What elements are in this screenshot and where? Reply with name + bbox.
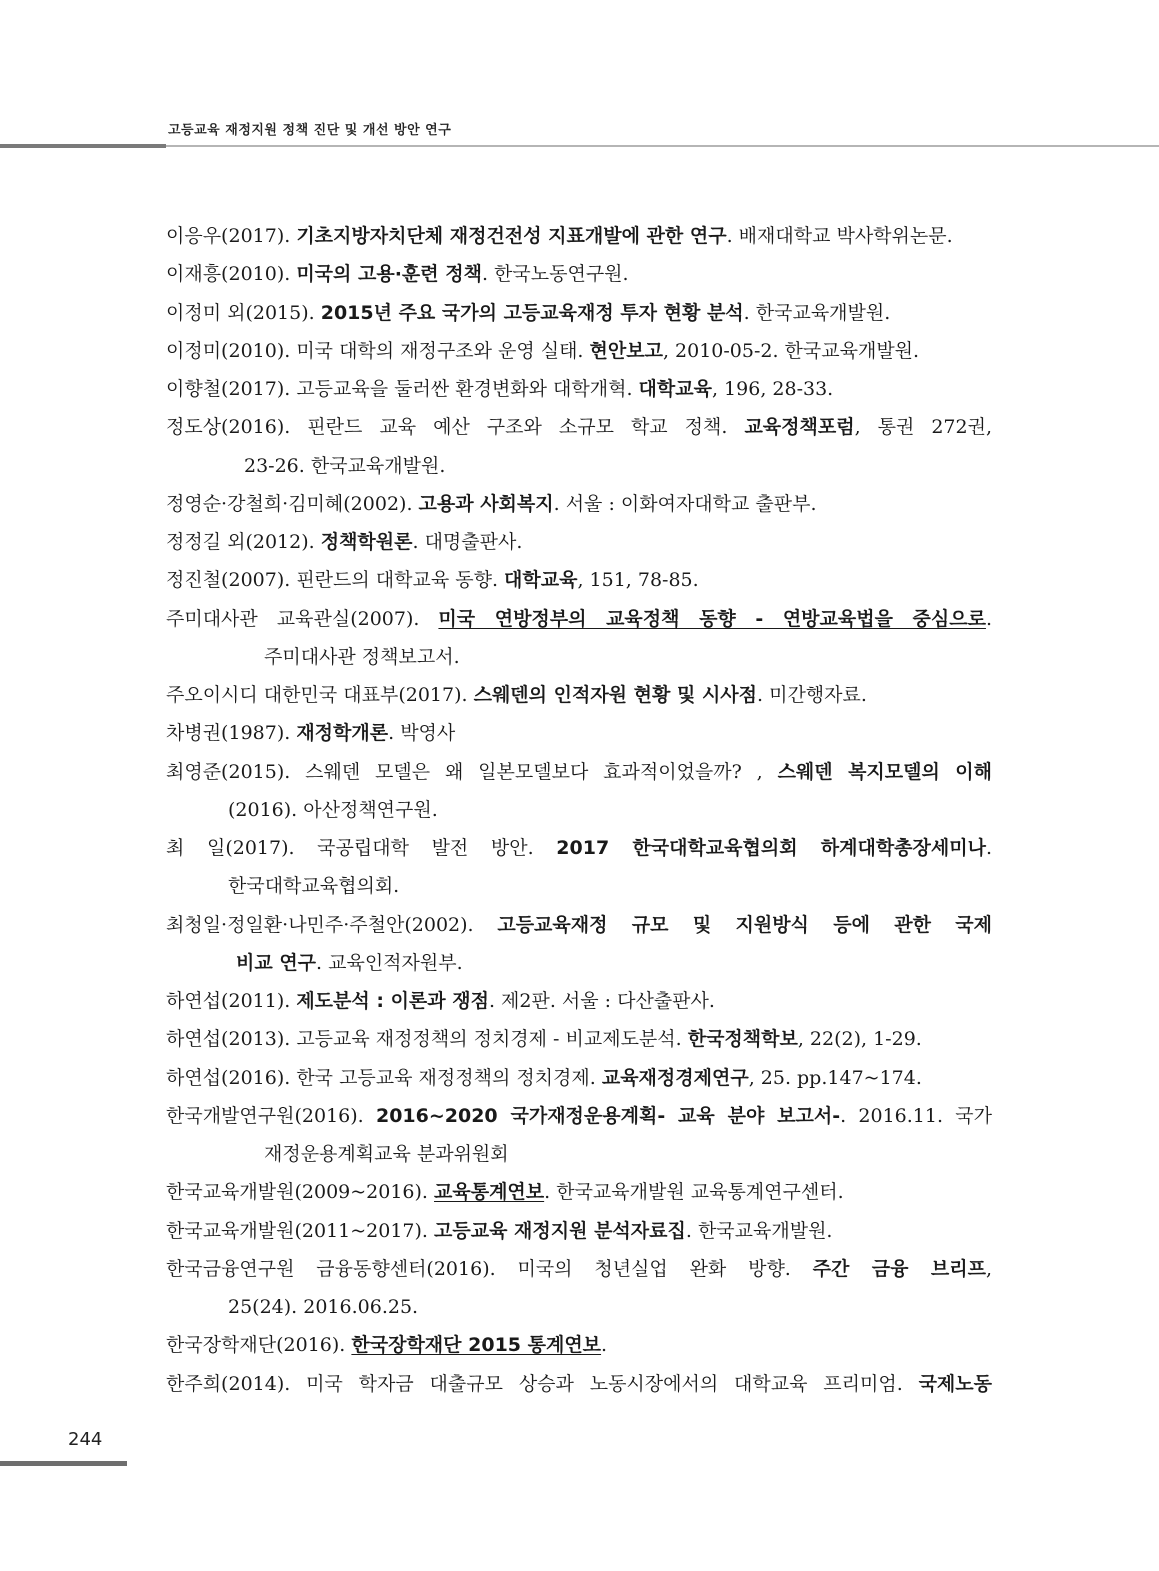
reference-title: 정책학원론 (320, 531, 413, 553)
reference-entry-line (166, 408, 992, 446)
reference-text: 25(24). 2016.06.25. (228, 1296, 419, 1318)
reference-text: 한국금융연구원 금융동향센터(2016). 미국의 청년실업 완화 방향. (166, 1257, 813, 1280)
reference-text: 재정운용계획교육 분과위원회 (264, 1143, 509, 1165)
reference-entry-line (166, 753, 992, 791)
reference-entry-line (166, 370, 992, 408)
reference-text: . (601, 1334, 608, 1357)
reference-text: 주오이시디 대한민국 대표부(2017). (166, 684, 474, 706)
reference-text: 최청일·정일환·나민주·주철안(2002). (166, 913, 498, 936)
reference-text: . 한국교육개발원 교육통계연구센터. (544, 1181, 844, 1204)
reference-text: . 교육인적자원부. (316, 951, 463, 974)
reference-entry-line (166, 1020, 992, 1058)
reference-text: 이향철(2017). 고등교육을 둘러싼 환경변화와 대학개혁. (166, 378, 639, 400)
reference-text: , 2010-05-2. 한국교육개발원. (662, 339, 920, 362)
reference-entry-line (166, 1059, 992, 1097)
reference-title: 대학교육 (504, 569, 578, 592)
reference-continuation-line (166, 944, 992, 982)
reference-title: 스웨덴의 인적자원 현황 및 시사점 (473, 684, 758, 706)
reference-text: 주미대사관 교육관실(2007). (166, 607, 439, 630)
reference-text: . 배재대학교 박사학위논문. (726, 225, 953, 247)
reference-text: , 151, 78-85. (577, 569, 699, 592)
reference-entry-line (166, 1365, 992, 1403)
reference-title: 주간 금융 브리프 (812, 1257, 986, 1280)
reference-entry-line (166, 294, 992, 332)
reference-text: 한주희(2014). 미국 학자금 대출규모 상승과 노동시장에서의 대학교육 프리미엄. (166, 1372, 919, 1395)
reference-text: 정진철(2007). 핀란드의 대학교육 동향. (166, 569, 505, 592)
reference-title: 교육정책포럼 (744, 416, 855, 439)
reference-title: 2015년 주요 국가의 고등교육재정 투자 현황 분석 (320, 301, 744, 324)
reference-title: 재정학개론 (296, 722, 389, 745)
header-rule-dark (0, 144, 166, 148)
reference-list (166, 217, 992, 1403)
reference-title: 미국의 고용·훈련 정책 (296, 263, 482, 286)
reference-text: 한국교육개발원(2011~2017). (166, 1219, 435, 1242)
reference-continuation-line (166, 867, 992, 905)
reference-title: 대학교육 (638, 378, 712, 400)
reference-text: . (985, 607, 992, 630)
reference-entry-line (166, 1326, 992, 1364)
reference-text: . 제2판. 서울 : 다산출판사. (488, 990, 715, 1012)
reference-entry-line (166, 1097, 992, 1135)
reference-continuation-line (166, 447, 992, 485)
reference-entry-line (166, 523, 992, 561)
reference-entry-line (166, 217, 992, 255)
reference-title: 한국장학재단 2015 통계연보 (351, 1334, 602, 1357)
reference-text: 하연섭(2011). (166, 990, 297, 1012)
reference-entry-line (166, 1212, 992, 1250)
reference-text: , 통권 272권, (854, 416, 992, 439)
reference-text: 주미대사관 정책보고서. (264, 645, 460, 668)
reference-text: 이재흥(2010). (166, 263, 297, 286)
header-rule (166, 145, 1159, 147)
reference-text: . 2016.11. 국가 (840, 1104, 992, 1127)
reference-text: 한국장학재단(2016). (166, 1334, 352, 1357)
reference-continuation-line (166, 1135, 992, 1173)
reference-text: (2016). 아산정책연구원. (228, 798, 438, 821)
reference-text: . 박영사 (388, 722, 456, 745)
reference-entry-line (166, 714, 992, 752)
page-number: 244 (68, 1429, 103, 1450)
reference-continuation-line (166, 638, 992, 676)
reference-text: . (985, 837, 992, 859)
reference-text: . 서울 : 이화여자대학교 출판부. (553, 492, 817, 515)
reference-title: 국제노동 (918, 1372, 992, 1395)
reference-title: 한국정책학보 (687, 1028, 798, 1051)
reference-text: 한국대학교육협의회. (228, 875, 400, 898)
reference-title: 기초지방자치단체 재정건전성 지표개발에 관한 연구 (296, 225, 727, 247)
reference-title: 비교 연구 (236, 951, 317, 974)
reference-entry-line (166, 982, 992, 1020)
reference-title: 2017 한국대학교육협의회 하계대학총장세미나 (556, 837, 986, 859)
reference-title: 2016~2020 국가재정운용계획- 교육 분야 보고서- (375, 1104, 841, 1127)
reference-text: , 22(2), 1-29. (797, 1028, 922, 1051)
reference-title: 미국 연방정부의 교육정책 동향 - 연방교육법을 중심으로 (438, 607, 986, 630)
reference-entry-line (166, 1250, 992, 1288)
reference-title: 고등교육 재정지원 분석자료집 (434, 1219, 686, 1242)
reference-text: 하연섭(2016). 한국 고등교육 재정정책의 정치경제. (166, 1066, 602, 1089)
reference-entry-line (166, 906, 992, 944)
reference-text: 한국교육개발원(2009~2016). (166, 1181, 435, 1204)
reference-text: 하연섭(2013). 고등교육 재정정책의 정치경제 - 비교제도분석. (166, 1028, 688, 1051)
reference-text: , (985, 1257, 992, 1280)
reference-text: 최 일(2017). 국공립대학 발전 방안. (166, 837, 557, 859)
reference-text: . 한국교육개발원. (743, 301, 891, 324)
reference-entry-line (166, 485, 992, 523)
reference-text: 이응우(2017). (166, 225, 297, 247)
reference-text: 한국개발연구원(2016). (166, 1104, 376, 1127)
reference-text: , 196, 28-33. (711, 378, 834, 400)
reference-text: 23-26. 한국교육개발원. (244, 454, 446, 477)
reference-text: , 25. pp.147~174. (748, 1066, 922, 1089)
reference-text: 최영준(2015). 스웨덴 모델은 왜 일본모델보다 효과적이었을까? , (166, 760, 778, 783)
reference-entry-line (166, 332, 992, 370)
reference-text: 이정미 외(2015). (166, 301, 321, 324)
reference-title: 스웨덴 복지모델의 이해 (777, 760, 992, 783)
reference-title: 고용과 사회복지 (418, 492, 554, 515)
reference-entry-line (166, 561, 992, 599)
reference-entry-line (166, 600, 992, 638)
reference-title: 교육통계연보 (434, 1181, 545, 1204)
reference-continuation-line (166, 1288, 992, 1326)
reference-entry-line (166, 1173, 992, 1211)
reference-text: 정정길 외(2012). (166, 531, 321, 553)
reference-text: . 미간행자료. (757, 684, 867, 706)
reference-title: 교육재정경제연구 (601, 1066, 749, 1089)
reference-text: . 한국교육개발원. (685, 1219, 833, 1242)
reference-text: 이정미(2010). 미국 대학의 재정구조와 운영 실태. (166, 339, 590, 362)
reference-entry-line (166, 255, 992, 293)
reference-title: 제도분석 : 이론과 쟁점 (296, 990, 489, 1012)
running-header-title: 고등교육 재정지원 정책 진단 및 개선 방안 연구 (168, 123, 452, 138)
reference-title: 고등교육재정 규모 및 지원방식 등에 관한 국제 (497, 913, 992, 936)
reference-text: 정영순·강철희·김미혜(2002). (166, 492, 419, 515)
footer-rule (0, 1461, 127, 1466)
reference-text: 정도상(2016). 핀란드 교육 예산 구조와 소규모 학교 정책. (166, 416, 745, 439)
reference-entry-line (166, 829, 992, 867)
reference-text: 차병권(1987). (166, 722, 297, 745)
reference-text: . 대명출판사. (412, 531, 523, 553)
reference-entry-line (166, 676, 992, 714)
reference-text: . 한국노동연구원. (481, 263, 629, 286)
reference-continuation-line (166, 791, 992, 829)
reference-title: 현안보고 (589, 339, 663, 362)
